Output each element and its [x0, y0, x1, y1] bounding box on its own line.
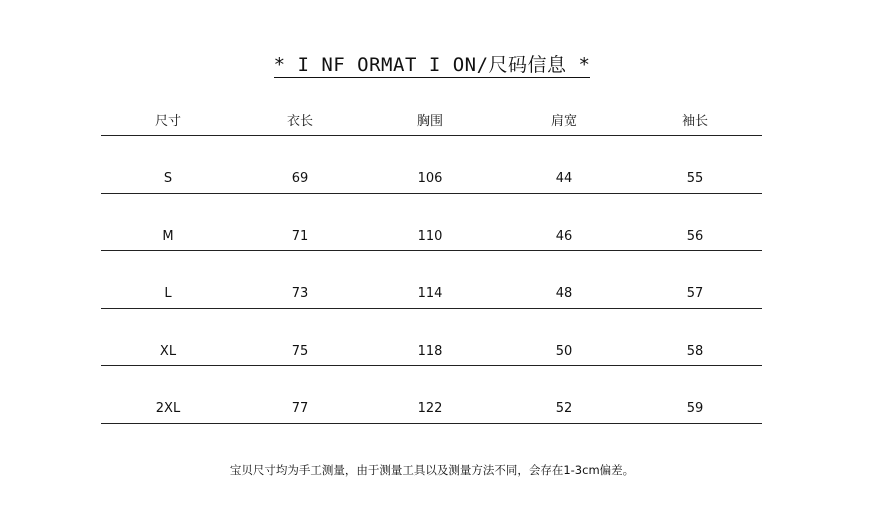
table-cell-length: 69 — [291, 171, 309, 186]
table-cell-length: 75 — [291, 343, 309, 359]
page-title — [0, 52, 864, 78]
table-cell-length: 77 — [291, 401, 309, 416]
header-cell-chest: 胸围 — [416, 114, 443, 129]
measurement-note: 宝贝尺寸均为手工测量，由于测量工具以及测量方法不同，会存在1-3cm偏差。 — [229, 463, 635, 477]
table-row — [101, 309, 762, 367]
table-cell-size: L — [164, 286, 172, 301]
table-cell-shoulder: 46 — [555, 228, 573, 244]
header-cell-shoulder: 肩宽 — [550, 114, 577, 129]
table-cell-chest: 110 — [417, 228, 443, 244]
table-cell-length: 73 — [291, 286, 309, 301]
table-cell-chest: 122 — [417, 401, 443, 416]
table-cell-size: 2XL — [155, 401, 181, 416]
table-row — [101, 136, 762, 194]
table-cell-shoulder: 44 — [555, 171, 573, 186]
table-cell-chest: 118 — [417, 343, 443, 359]
table-cell-sleeve: 56 — [686, 228, 704, 244]
size-table — [101, 108, 762, 424]
table-cell-shoulder: 52 — [555, 401, 573, 416]
table-row — [101, 366, 762, 424]
table-cell-sleeve: 58 — [686, 343, 704, 359]
table-cell-length: 71 — [291, 228, 309, 244]
table-cell-size: M — [162, 228, 174, 244]
table-row — [101, 194, 762, 252]
table-cell-size: S — [163, 171, 173, 186]
table-cell-sleeve: 59 — [686, 401, 704, 416]
table-cell-chest: 114 — [417, 286, 443, 301]
table-cell-sleeve: 55 — [686, 171, 704, 186]
header-cell-size: 尺寸 — [154, 114, 181, 129]
table-row — [101, 251, 762, 309]
table-cell-shoulder: 48 — [555, 286, 573, 301]
header-cell-sleeve: 袖长 — [681, 114, 708, 129]
table-header-row — [101, 108, 762, 136]
table-cell-size: XL — [159, 343, 177, 359]
table-cell-shoulder: 50 — [555, 343, 573, 359]
table-cell-chest: 106 — [417, 171, 443, 186]
table-cell-sleeve: 57 — [686, 286, 704, 301]
header-cell-length: 衣长 — [286, 114, 313, 129]
title-text: * I NF ORMAT I ON/尺码信息 * — [273, 54, 591, 76]
